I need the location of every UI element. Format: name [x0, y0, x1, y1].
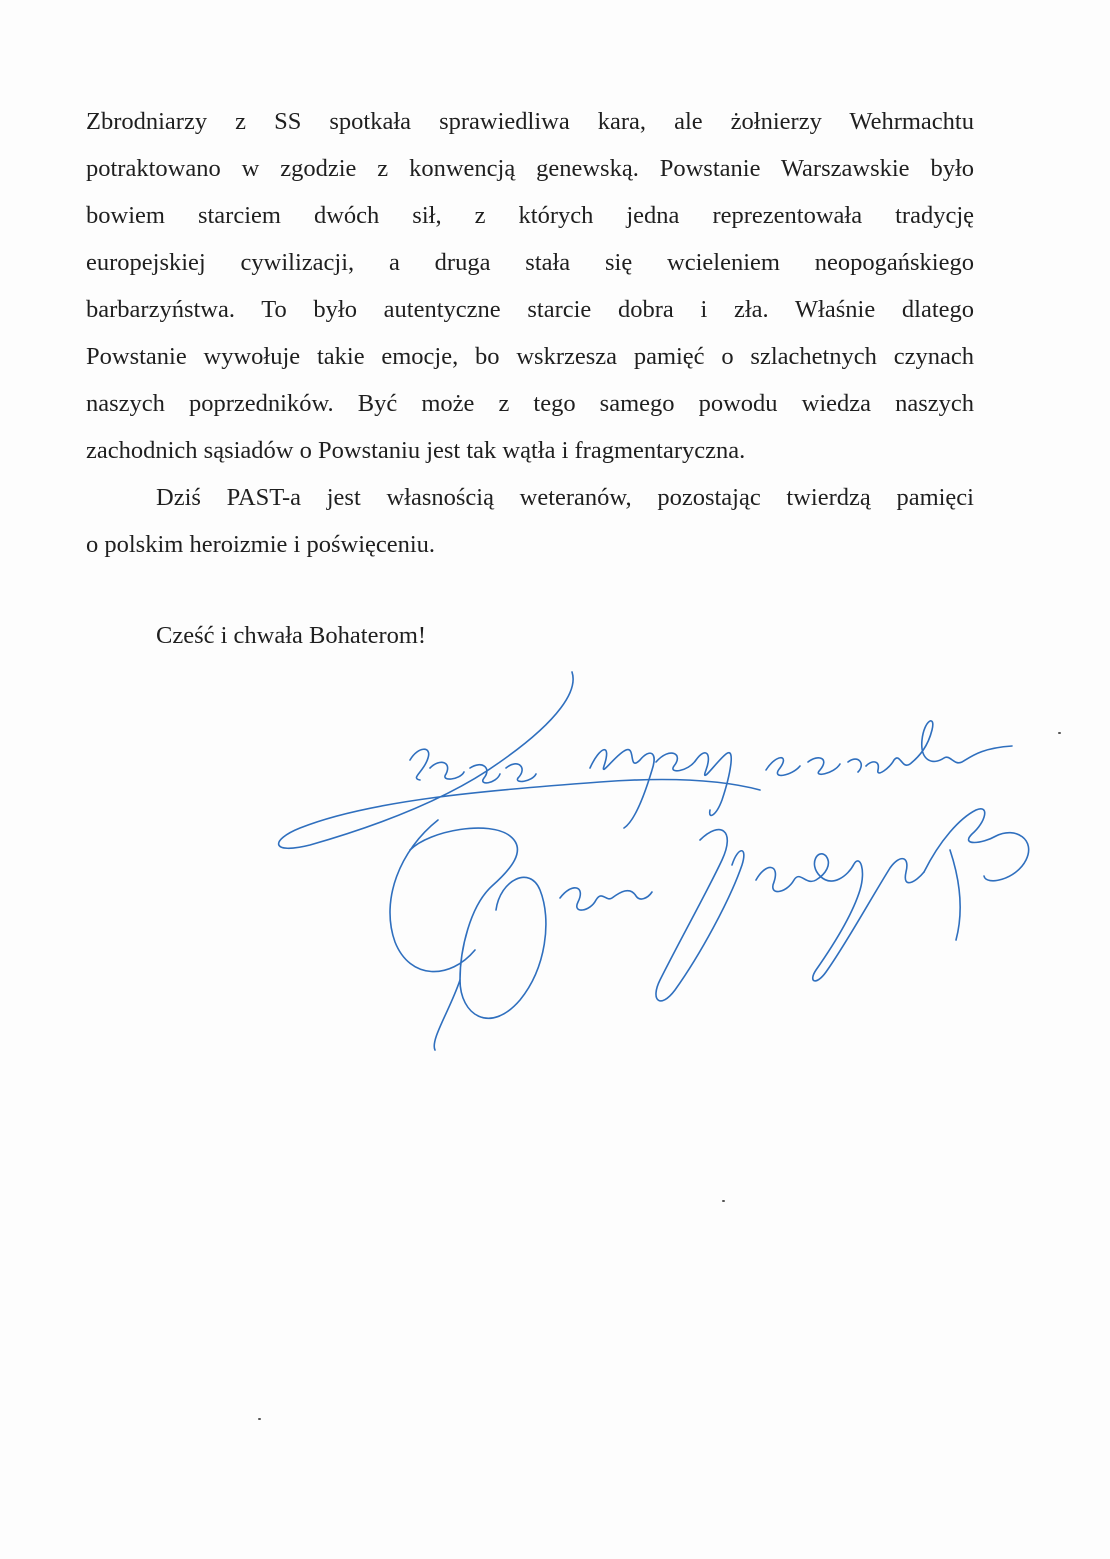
paragraph-1-line: europejskiej cywilizacji, a druga stała się wcieleniem neopogańskiego — [86, 249, 974, 276]
paragraph-1-line: potraktowano w zgodzie z konwencją genewską. Powstanie Warszawskie było — [86, 155, 974, 182]
paragraph-1-line: Zbrodniarzy z SS spotkała sprawiedliwa kara, ale żołnierzy Wehrmachtu — [86, 108, 974, 135]
paragraph-1-line: bowiem starciem dwóch sił, z których jedna reprezentowała tradycję — [86, 202, 974, 229]
paragraph-1-line: naszych poprzedników. Być może z tego samego powodu wiedza naszych — [86, 390, 974, 417]
letter-body — [86, 98, 974, 568]
paragraph-1 — [86, 98, 974, 474]
paragraph-2-line: o polskim heroizmie i poświęceniu. — [86, 531, 436, 558]
paragraph-1-line: Powstanie wywołuje takie emocje, bo wskrzesza pamięć o szlachetnych czynach — [86, 343, 974, 370]
scan-speck — [258, 1418, 261, 1420]
paragraph-1-line: barbarzyństwa. To było autentyczne starcie dobra i zła. Właśnie dlatego — [86, 296, 974, 323]
closing-salutation: Cześć i chwała Bohaterom! — [156, 622, 427, 649]
scan-speck — [722, 1200, 725, 1202]
scan-speck — [1058, 732, 1061, 734]
paragraph-2-line: Dziś PAST-a jest własnością weteranów, pozostając twierdzą pamięci — [156, 484, 974, 511]
handwritten-signature — [260, 650, 1060, 1070]
paragraph-1-line: zachodnich sąsiadów o Powstaniu jest tak wątła i fragmentaryczna. — [86, 437, 746, 464]
paragraph-2 — [86, 474, 974, 568]
